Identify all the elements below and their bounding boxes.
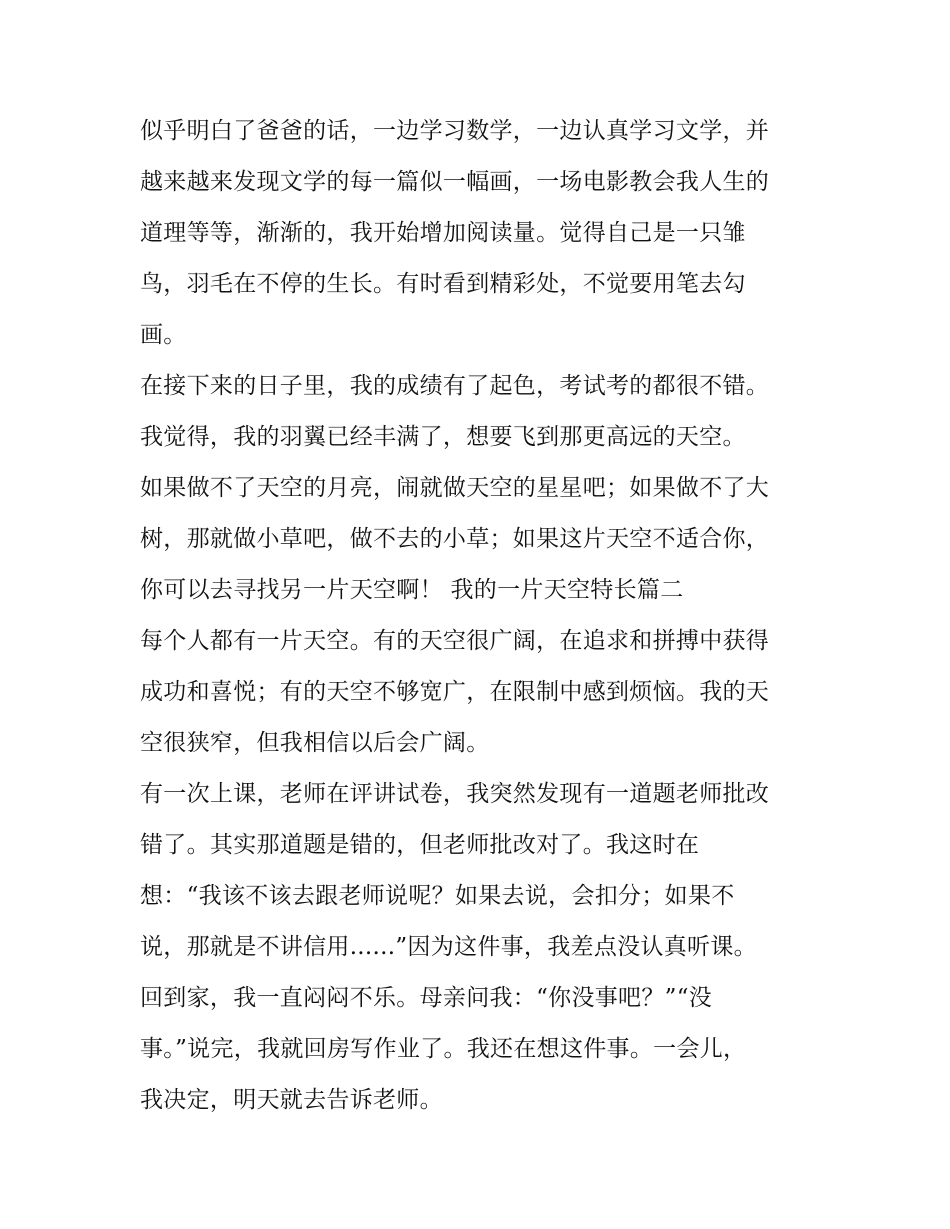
text-line: 成功和喜悦；有的天空不够宽广，在限制中感到烦恼。我的天 (140, 679, 770, 705)
text-line: 越来越来发现文学的每一篇似一幅画，一场电影教会我人生的 (140, 169, 770, 195)
body-text (140, 106, 820, 1126)
text-line: 树，那就做小草吧，做不去的小草；如果这片天空不适合你， (140, 526, 770, 552)
text-line: 回到家，我一直闷闷不乐。母亲问我：“你没事吧？”“没 (140, 985, 713, 1011)
text-line: 如果做不了天空的月亮，闹就做天空的星星吧；如果做不了大 (140, 475, 770, 501)
text-line: 在接下来的日子里，我的成绩有了起色，考试考的都很不错。 (140, 373, 770, 399)
text-line: 错了。其实那道题是错的，但老师批改对了。我这时在 (140, 832, 700, 858)
text-line: 空很狭窄，但我相信以后会广阔。 (140, 730, 490, 756)
text-line: 每个人都有一片天空。有的天空很广阔，在追求和拼搏中获得 (140, 628, 770, 654)
text-line: 我决定，明天就去告诉老师。 (140, 1087, 443, 1113)
text-line: 我觉得，我的羽翼已经丰满了，想要飞到那更高远的天空。 (140, 424, 746, 450)
text-line: 想：“我该不该去跟老师说呢？如果去说，会扣分；如果不 (140, 883, 735, 909)
text-line: 有一次上课，老师在评讲试卷，我突然发现有一道题老师批改 (140, 781, 770, 807)
text-line: 似乎明白了爸爸的话，一边学习数学，一边认真学习文学，并 (140, 118, 770, 144)
text-line: 道理等等，渐渐的，我开始增加阅读量。觉得自己是一只雏 (140, 220, 746, 246)
text-line: 说，那就是不讲信用......”因为这件事，我差点没认真听课。 (140, 934, 757, 960)
text-line: 事。”说完，我就回房写作业了。我还在想这件事。一会儿， (140, 1036, 747, 1062)
text-line: 画。 (140, 322, 187, 348)
text-line: 你可以去寻找另一片天空啊！ 我的一片天空特长篇二 (140, 577, 684, 603)
text-line: 鸟，羽毛在不停的生长。有时看到精彩处，不觉要用笔去勾 (140, 271, 746, 297)
